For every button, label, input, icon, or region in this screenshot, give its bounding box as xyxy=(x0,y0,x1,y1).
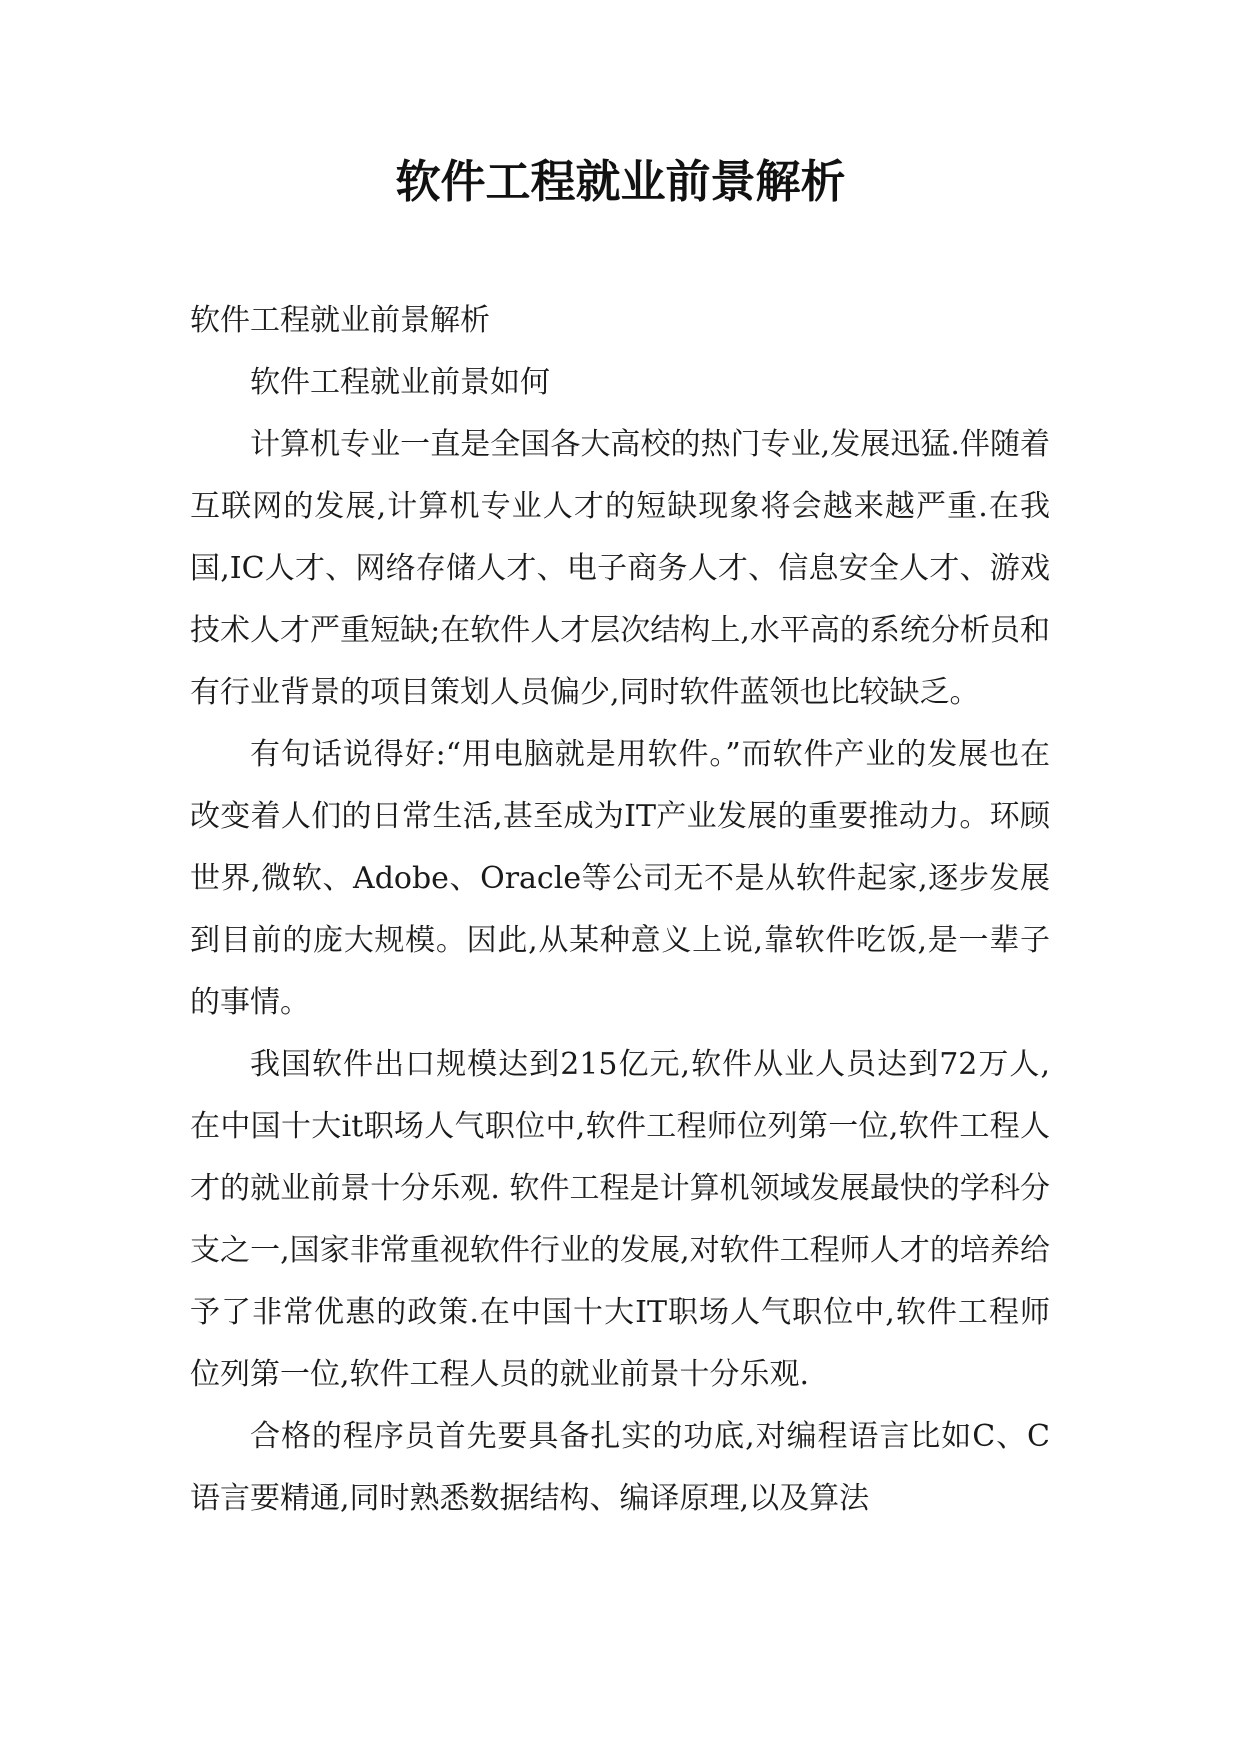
document-title: 软件工程就业前景解析 xyxy=(395,155,846,208)
paragraph-3: 我国软件出口规模达到215亿元,软件从业人员达到72万人,在中国十大it职场人气职位中,软件工程师位列第一位,软件工程人才的就业前景十分乐观. 软件工程是计算机领域发展最快的学科分支之一,国家非常重视软件行业的发展,对软件工程师人才的培养给予了非常优惠的政策.在中国十大IT职场人气职位中,软件工程师位列第一位,软件工程人员的就业前景十分乐观. xyxy=(190,1047,1050,1392)
paragraph-1: 计算机专业一直是全国各大高校的热门专业,发展迅猛.伴随着互联网的发展,计算机专业人才的短缺现象将会越来越严重.在我国,IC人才、网络存储人才、电子商务人才、信息安全人才、游戏技术人才严重短缺;在软件人才层次结构上,水平高的系统分析员和有行业背景的项目策划人员偏少,同时软件蓝领也比较缺乏。 xyxy=(190,427,1050,710)
section-heading: 软件工程就业前景如何 xyxy=(250,365,550,400)
document-body xyxy=(190,290,1050,1530)
document-subtitle: 软件工程就业前景解析 xyxy=(190,303,490,338)
paragraph-4: 合格的程序员首先要具备扎实的功底,对编程语言比如C、C语言要精通,同时熟悉数据结构、编译原理,以及算法 xyxy=(190,1419,1050,1516)
paragraph-2: 有句话说得好:“用电脑就是用软件。”而软件产业的发展也在改变着人们的日常生活,甚至成为IT产业发展的重要推动力。环顾世界,微软、Adobe、Oracle等公司无不是从软件起家,逐步发展到目前的庞大规模。因此,从某种意义上说,靠软件吃饭,是一辈子的事情。 xyxy=(190,737,1050,1020)
